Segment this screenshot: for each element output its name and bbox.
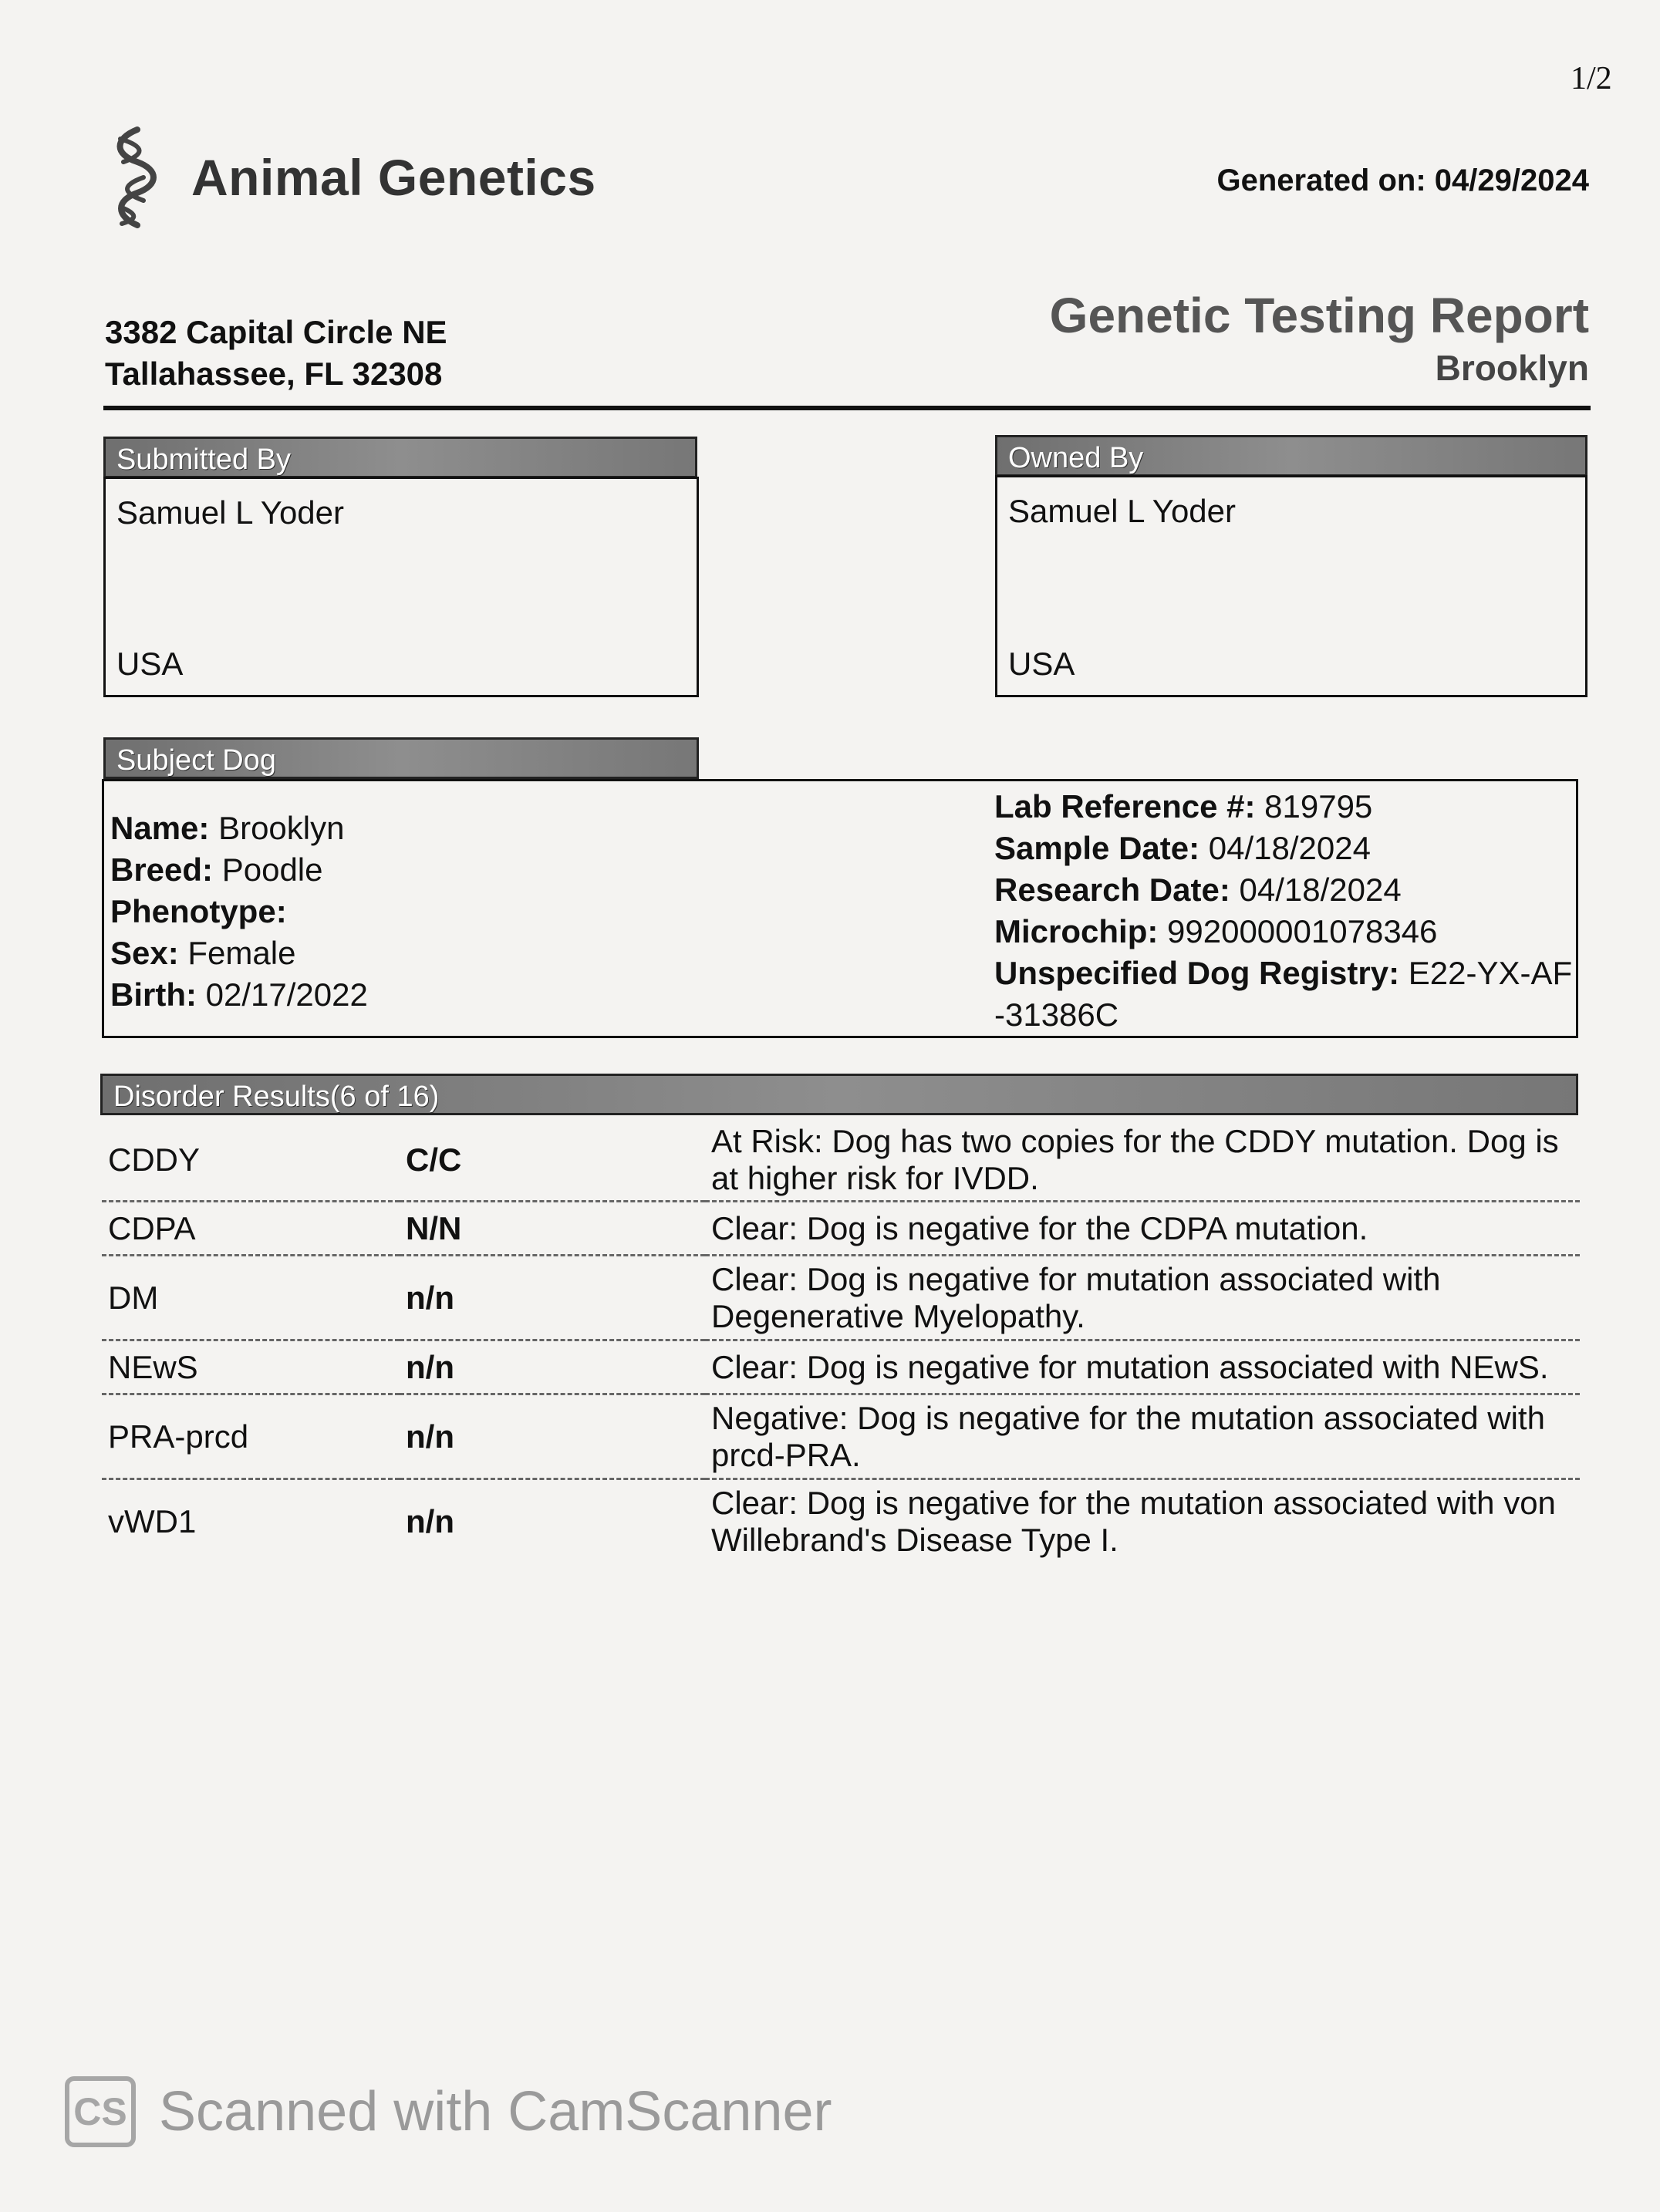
result-text: Negative: Dog is negative for the mutation associated with prcd-PRA. — [711, 1399, 1545, 1473]
generated-date — [1217, 164, 1589, 198]
table-row — [102, 1340, 1580, 1394]
subject-dog-header: Subject Dog — [103, 737, 699, 779]
result-text: Clear: Dog is negative for the CDPA mutation. — [711, 1209, 1368, 1246]
sample-date-value: 04/18/2024 — [1208, 830, 1371, 866]
owned-by-box — [995, 475, 1587, 697]
owned-by-name: Samuel L Yoder — [1008, 493, 1237, 529]
address-line-1: 3382 Capital Circle NE — [105, 314, 447, 350]
owned-by-header: Owned By — [995, 435, 1587, 477]
dog-breed-value: Poodle — [221, 851, 323, 888]
dog-sex-row — [110, 932, 368, 974]
dna-helix-icon — [106, 123, 160, 231]
report-title: Genetic Testing Report — [1049, 288, 1589, 343]
submitted-by-name: Samuel L Yoder — [116, 494, 345, 531]
microchip-row — [994, 911, 1581, 953]
disorder-name: NEwS — [108, 1348, 198, 1385]
dog-name-label: Name: — [110, 810, 210, 846]
address-line-2: Tallahassee, FL 32308 — [105, 356, 443, 392]
result-text: At Risk: Dog has two copies for the CDDY mutation. Dog is at higher risk for IVDD. — [711, 1123, 1559, 1196]
disorder-results-table — [102, 1120, 1580, 1564]
watermark-text: Scanned with CamScanner — [159, 2081, 832, 2143]
report-title-block — [1050, 287, 1589, 389]
dog-name-value: Brooklyn — [218, 810, 345, 846]
subject-dog-details — [110, 808, 368, 1016]
disorder-results-header: Disorder Results(6 of 16) — [100, 1074, 1578, 1115]
disorder-name: PRA-prcd — [108, 1418, 249, 1455]
genotype: n/n — [406, 1279, 454, 1316]
disorder-name: vWD1 — [108, 1503, 197, 1540]
submitted-by-box — [103, 477, 699, 697]
sample-date-row — [994, 828, 1581, 869]
research-date-value: 04/18/2024 — [1239, 872, 1402, 908]
submitted-by-country: USA — [116, 646, 184, 682]
camscanner-watermark — [65, 2076, 832, 2147]
genotype: C/C — [406, 1141, 462, 1178]
genotype: n/n — [406, 1503, 454, 1540]
dog-phenotype-label: Phenotype: — [110, 893, 287, 929]
company-logo — [106, 123, 596, 231]
subject-dog-box — [102, 779, 1578, 1038]
table-row — [102, 1256, 1580, 1340]
microchip-value: 992000001078346 — [1167, 913, 1438, 949]
table-row — [102, 1120, 1580, 1202]
generated-value: 04/29/2024 — [1434, 164, 1589, 197]
genotype: n/n — [406, 1348, 454, 1385]
company-address — [105, 312, 447, 395]
registry-label: Unspecified Dog Registry: — [994, 955, 1400, 991]
lab-details — [994, 786, 1581, 1036]
dog-birth-label: Birth: — [110, 976, 197, 1013]
registry-value: E22-YX-AF-31386C — [994, 955, 1573, 1033]
registry-row — [994, 953, 1581, 1036]
header-divider — [103, 406, 1591, 410]
disorder-name: CDPA — [108, 1209, 196, 1246]
sample-date-label: Sample Date: — [994, 830, 1200, 866]
microchip-label: Microchip: — [994, 913, 1159, 949]
submitted-by-header: Submitted By — [103, 437, 697, 478]
table-row — [102, 1394, 1580, 1479]
result-text: Clear: Dog is negative for mutation associated with Degenerative Myelopathy. — [711, 1260, 1441, 1334]
genotype: N/N — [406, 1209, 462, 1246]
lab-ref-value: 819795 — [1264, 788, 1373, 824]
genotype: n/n — [406, 1418, 454, 1455]
owned-by-country: USA — [1008, 646, 1075, 682]
dog-name-row — [110, 808, 368, 849]
disorder-name: CDDY — [108, 1141, 201, 1178]
disorder-name: DM — [108, 1279, 159, 1316]
research-date-row — [994, 869, 1581, 911]
dog-sex-value: Female — [187, 935, 296, 971]
lab-ref-row — [994, 786, 1581, 828]
dog-sex-label: Sex: — [110, 935, 179, 971]
company-name: Animal Genetics — [191, 149, 596, 206]
table-row — [102, 1202, 1580, 1256]
report-dog-name: Brooklyn — [1435, 348, 1589, 388]
research-date-label: Research Date: — [994, 872, 1230, 908]
page-number: 1/2 — [1571, 61, 1612, 96]
table-row — [102, 1479, 1580, 1564]
dog-phenotype-row — [110, 891, 368, 932]
lab-ref-label: Lab Reference #: — [994, 788, 1256, 824]
dog-birth-row — [110, 974, 368, 1016]
generated-label: Generated on: — [1216, 164, 1426, 197]
camscanner-logo-icon: CS — [65, 2076, 136, 2147]
result-text: Clear: Dog is negative for mutation associated with NEwS. — [711, 1348, 1549, 1385]
dog-birth-value: 02/17/2022 — [205, 976, 368, 1013]
result-text: Clear: Dog is negative for the mutation associated with von Willebrand's Disease Type I. — [711, 1485, 1556, 1559]
dog-breed-row — [110, 849, 368, 891]
dog-breed-label: Breed: — [110, 851, 214, 888]
